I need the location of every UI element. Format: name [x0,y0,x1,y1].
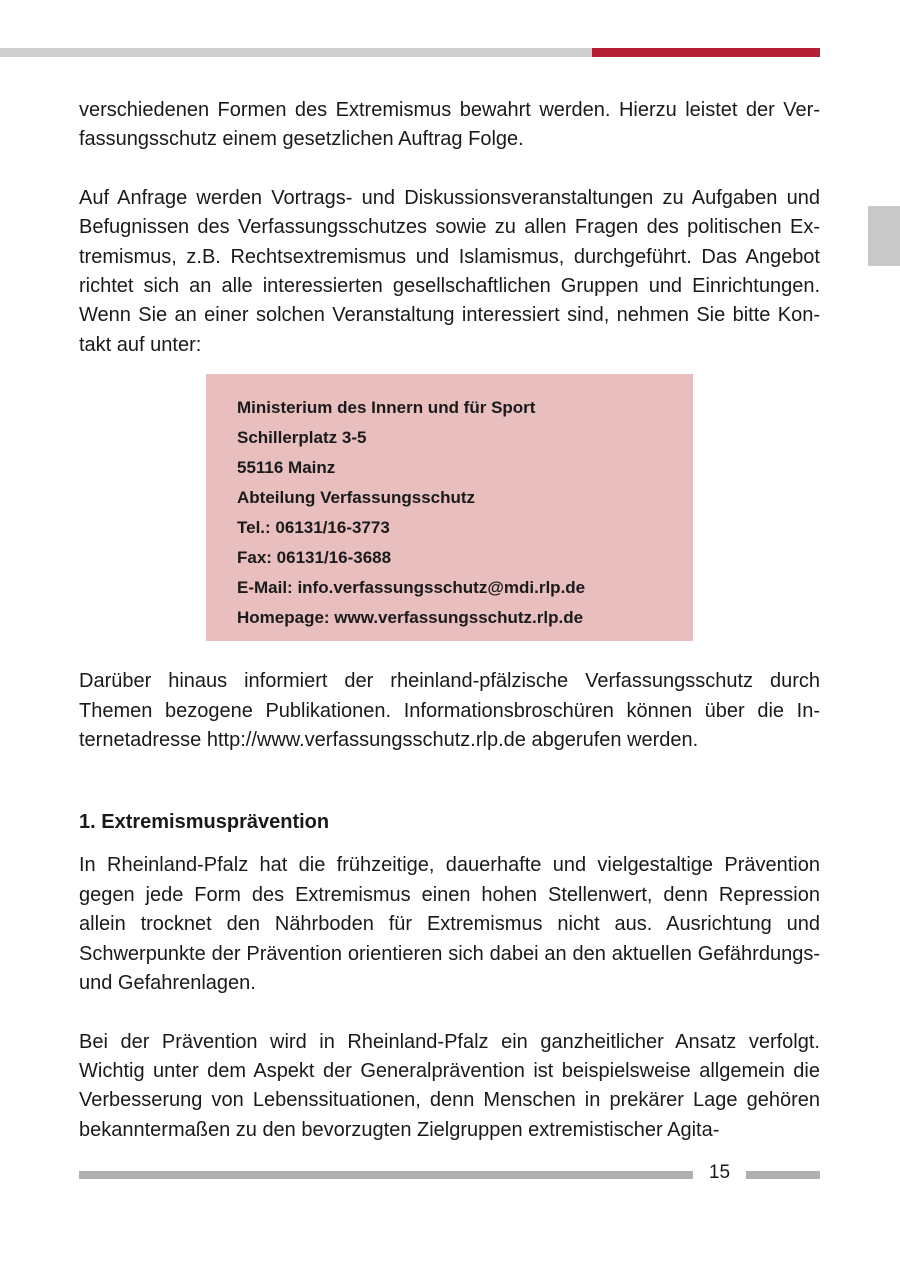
paragraph-holistic: Bei der Prävention wird in Rheinland-Pfalz ein ganzheitlicher Ansatz verfolgt. Wichtig unter dem Aspekt der Generalprävention ist beispielsweise allgemein die Verbesserung von Lebenssituationen, denn Menschen in prekärer Lage gehören bekanntermaßen zu den bevorzugten Zielgruppen extremistischer Agita- [79,1030,820,1141]
contact-fax: Fax: 06131/16-3688 [237,548,392,568]
footer-bar-left [79,1171,693,1179]
contact-department: Abteilung Verfassungsschutz [237,488,476,508]
contact-box [206,374,693,641]
contact-ministry: Ministerium des Innern und für Sport [237,398,536,418]
contact-city: 55116 Mainz [237,458,336,478]
section-heading: 1. Extremismusprävention [79,811,330,834]
paragraph-events: Auf Anfrage werden Vortrags- und Diskussionsveranstaltungen zu Aufgaben und Befugnissen des Verfassungsschutzes sowie zu allen Fragen des politischen Extremismus, z.B. Rechtsextremismus und Islamismus, durchgeführt. Das Angebot richtet sich an alle interessierten gesellschaftlichen Gruppen und Einrichtungen. Wenn Sie an einer solchen Veranstaltung interessiert sind, nehmen Sie bitte Kontakt auf unter: [79,186,820,356]
header-red-bar [592,48,820,57]
page-number: 15 [708,1162,731,1183]
contact-phone: Tel.: 06131/16-3773 [237,518,390,538]
contact-homepage: Homepage: www.verfassungsschutz.rlp.de [237,608,584,628]
contact-email: E-Mail: info.verfassungsschutz@mdi.rlp.de [237,578,586,598]
page-content [79,96,820,1145]
paragraph-intro: verschiedenen Formen des Extremismus bewahrt werden. Hierzu leistet der Verfassungsschutz einem gesetzlichen Auftrag Folge. [79,99,820,151]
header-gray-bar [0,48,592,57]
paragraph-publications: Darüber hinaus informiert der rheinland-pfälzische Verfassungsschutz durch Themen bezogene Publikationen. Informationsbroschüren können über die Internetadresse http://www.verfassungsschutz.rlp.de abgerufen werden. [79,670,820,752]
contact-street: Schillerplatz 3-5 [237,428,367,448]
paragraph-prevention: In Rheinland-Pfalz hat die frühzeitige, dauerhafte und vielgestaltige Prävention gegen jede Form des Extremismus einen hohen Stellenwert, denn Repression allein trocknet den Nährboden für Extremismus nicht aus. Ausrichtung und Schwerpunkte der Prävention orientieren sich dabei an den aktuellen Gefährdungs- und Gefahrenlagen. [79,854,820,995]
chapter-side-tab [868,206,900,266]
footer-bar-right [746,1171,820,1179]
